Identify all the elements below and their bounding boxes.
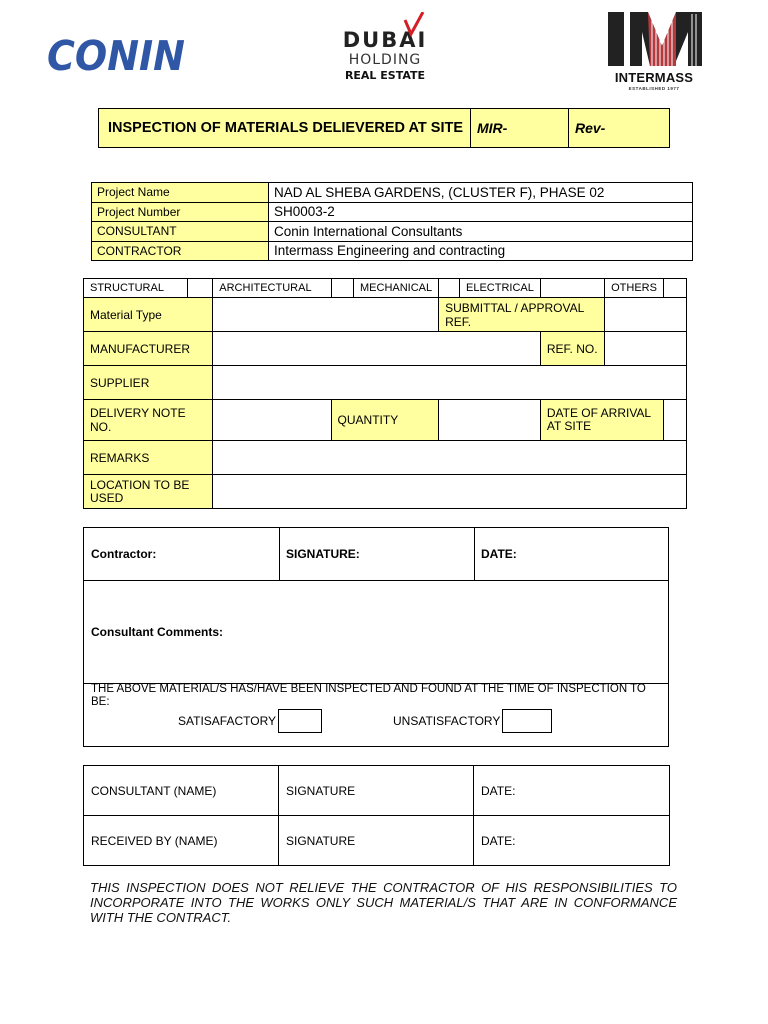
consultant-label: CONSULTANT: [92, 222, 269, 242]
received-by-date-field[interactable]: DATE:: [474, 816, 670, 866]
material-details-table: [83, 278, 687, 509]
check-mark-icon: [403, 12, 425, 36]
remarks-label: REMARKS: [84, 441, 213, 475]
discipline-mechanical-checkbox[interactable]: [439, 279, 460, 298]
consultant-value[interactable]: Conin International Consultants: [269, 222, 693, 242]
table-row: [84, 298, 687, 332]
footer-disclaimer: THIS INSPECTION DOES NOT RELIEVE THE CONTRACTOR OF HIS RESPONSIBILITIES TO INCORPORATE INTO THE WORKS ONLY SUCH MATERIAL/S THAT ARE IN CONFORMANCE WITH THE CONTRACT.: [90, 880, 677, 925]
discipline-others-label: OTHERS: [604, 279, 663, 298]
unsatisfactory-label: UNSATISFACTORY: [393, 714, 501, 728]
table-row: [84, 366, 687, 400]
table-row: [92, 202, 693, 222]
contractor-label: CONTRACTOR: [92, 241, 269, 261]
satisfactory-checkbox[interactable]: [278, 709, 322, 733]
date-arrival-input[interactable]: [663, 400, 686, 441]
unsatisfactory-checkbox[interactable]: [502, 709, 552, 733]
consultant-name-field[interactable]: CONSULTANT (NAME): [84, 766, 279, 816]
table-row: [84, 816, 670, 866]
contractor-date-field[interactable]: DATE:: [481, 547, 517, 561]
inspection-result-box: [83, 527, 669, 747]
table-row: [92, 183, 693, 203]
discipline-row: [84, 279, 687, 298]
form-title: INSPECTION OF MATERIALS DELIEVERED AT SITE: [99, 109, 471, 148]
consultant-comments-label: Consultant Comments:: [91, 625, 223, 639]
quantity-label: QUANTITY: [331, 400, 439, 441]
location-label: LOCATION TO BE USED: [84, 475, 213, 509]
form-title-table: [98, 108, 670, 148]
contractor-value[interactable]: Intermass Engineering and contracting: [269, 241, 693, 261]
supplier-input[interactable]: [213, 366, 687, 400]
project-name-label: Project Name: [92, 183, 269, 203]
discipline-others-checkbox[interactable]: [663, 279, 686, 298]
dubai-logo-line2: HOLDING: [348, 52, 422, 68]
manufacturer-label: MANUFACTURER: [84, 332, 213, 366]
contractor-field[interactable]: Contractor:: [91, 547, 157, 561]
supplier-label: SUPPLIER: [84, 366, 213, 400]
received-by-signature-field[interactable]: SIGNATURE: [279, 816, 474, 866]
table-row: [84, 441, 687, 475]
delivery-note-label: DELIVERY NOTE NO.: [84, 400, 213, 441]
table-row: [92, 241, 693, 261]
table-row: [84, 332, 687, 366]
dubai-logo-line1: DUBAI: [342, 28, 428, 52]
material-type-label: Material Type: [84, 298, 213, 332]
date-arrival-label: DATE OF ARRIVAL AT SITE: [540, 400, 663, 441]
table-row: [84, 475, 687, 509]
table-row: [84, 766, 670, 816]
location-input[interactable]: [213, 475, 687, 509]
consultant-date-field[interactable]: DATE:: [474, 766, 670, 816]
conin-logo-text: CONIN: [47, 32, 185, 76]
signoff-table: [83, 765, 670, 866]
project-number-value[interactable]: SH0003-2: [269, 202, 693, 222]
submittal-ref-label: SUBMITTAL / APPROVAL REF.: [439, 298, 604, 332]
intermass-im-mark: [602, 12, 706, 68]
intermass-logo-text: INTERMASS: [614, 70, 694, 85]
intermass-established: ESTABLISHED 1977: [628, 86, 680, 91]
consultant-signature-field[interactable]: SIGNATURE: [279, 766, 474, 816]
submittal-ref-input[interactable]: [604, 298, 686, 332]
discipline-structural-checkbox[interactable]: [188, 279, 213, 298]
table-row: [84, 400, 687, 441]
project-number-label: Project Number: [92, 202, 269, 222]
discipline-mechanical-label: MECHANICAL: [354, 279, 439, 298]
discipline-structural-label: STRUCTURAL: [84, 279, 188, 298]
delivery-note-input[interactable]: [213, 400, 331, 441]
rev-field[interactable]: Rev-: [569, 109, 670, 148]
quantity-input[interactable]: [439, 400, 541, 441]
project-info-table: [91, 182, 693, 261]
remarks-input[interactable]: [213, 441, 687, 475]
table-row: [92, 222, 693, 242]
contractor-row: [84, 528, 668, 581]
manufacturer-input[interactable]: [213, 332, 541, 366]
conin-logo: [47, 30, 187, 76]
mir-field[interactable]: MIR-: [471, 109, 569, 148]
material-type-input[interactable]: [213, 298, 439, 332]
received-by-name-field[interactable]: RECEIVED BY (NAME): [84, 816, 279, 866]
contractor-signature-field[interactable]: SIGNATURE:: [286, 547, 360, 561]
project-name-value[interactable]: NAD AL SHEBA GARDENS, (CLUSTER F), PHASE 02: [269, 183, 693, 203]
discipline-electrical-checkbox[interactable]: [540, 279, 604, 298]
inspection-statement: THE ABOVE MATERIAL/S HAS/HAVE BEEN INSPECTED AND FOUND AT THE TIME OF INSPECTION TO BE:: [91, 683, 646, 708]
dubai-logo-line3: REAL ESTATE: [344, 69, 426, 82]
conin-logo-mark: [47, 30, 187, 76]
discipline-electrical-label: ELECTRICAL: [460, 279, 541, 298]
intermass-logo: [602, 12, 706, 92]
discipline-architectural-checkbox[interactable]: [331, 279, 353, 298]
dubai-holding-logo: [335, 8, 435, 88]
discipline-architectural-label: ARCHITECTURAL: [213, 279, 331, 298]
satisfactory-label: SATISAFACTORY: [178, 714, 277, 728]
ref-no-label: REF. NO.: [540, 332, 604, 366]
ref-no-input[interactable]: [604, 332, 686, 366]
